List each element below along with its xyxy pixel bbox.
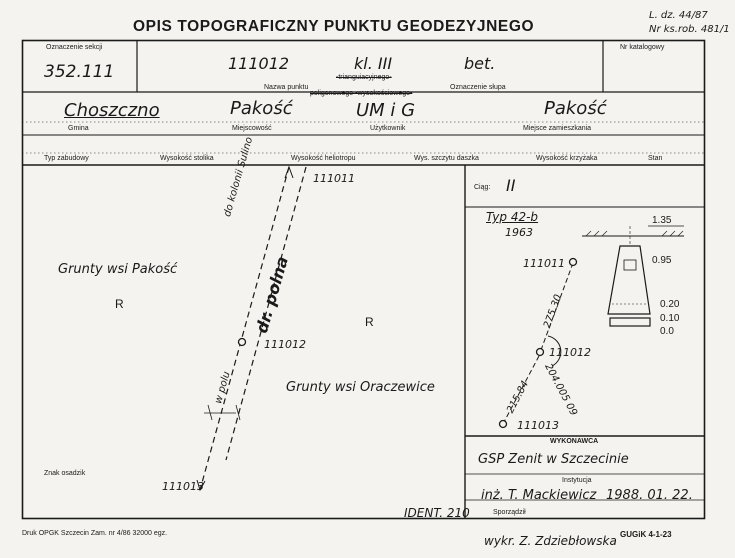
cross-height-label: Wysokość krzyżaka [536,155,598,162]
reference-line-1: L. dz. 44/87 [649,10,708,21]
document-title: OPIS TOPOGRAFICZNY PUNKTU GEODEZYJNEGO [133,18,535,35]
sketch-distance-1: 275.30 [542,293,565,330]
map-r-left: R [115,297,124,311]
monument-type: Typ 42-b [486,210,539,224]
owner-label: Użytkownik [370,125,406,132]
institution-value: GSP Zenit w Szczecinie [478,452,629,467]
monument-year: 1963 [505,226,533,239]
marker-type-label: Znak osadzik [44,470,86,477]
traverse-label: Ciąg: [474,184,491,191]
contractor-label: WYKONAWCA [550,438,599,445]
building-type-label: Typ zabudowy [44,155,89,162]
sketch-point-bot: 111013 [517,419,559,432]
map-point-bot: 111013 [162,480,204,493]
depth-total: 1.35 [652,215,672,226]
map-point-top: 111011 [313,172,355,185]
point-type-struck-2: poligonowego -wysokościowego- [310,90,413,97]
map-road-destination: do kolonii Sulino [222,135,256,219]
pillar-label: Oznaczenie słupa [450,84,506,91]
point-type-struck-1: -trianguiacyjnego- [336,74,392,81]
map-point-mid: 111012 [264,338,306,351]
roof-height-label: Wys. szczytu daszka [414,155,479,162]
sketch-angle: 204.005 09 [542,362,579,418]
institution-label: Instytucja [562,477,592,484]
point-name-label: Nazwa punktu [264,84,309,91]
municipality-value: Choszczno [64,100,160,121]
depth-2: 0.20 [660,299,680,310]
prepared-by-label: Sporządził [493,509,526,516]
municipality-label: Gmina [68,125,89,132]
map-area-right: Grunty wsi Oraczewice [286,380,435,395]
residence-value: Pakość [544,98,607,119]
sketch-point-mid: 111012 [549,346,591,359]
sketch-distance-2: 215.84 [505,379,532,416]
map-field-note: w polu [213,370,233,406]
section-label: Oznaczenie sekcji [46,44,103,51]
state-label: Stan [648,155,663,162]
prepared-date: 1988. 01. 22. [606,488,693,503]
depth-4: 0.0 [660,326,674,337]
catalog-label: Nr katalogowy [620,44,665,51]
form-code: GUGiK 4-1-23 [620,530,672,539]
locality-value: Pakość [230,98,293,119]
print-info: Druk OPGK Szczecin Zam. nr 4/86 32000 egz. [22,530,168,537]
map-road-name: dr. polna [252,254,292,336]
residence-label: Miejsce zamieszkania [523,125,592,132]
author-line: wykr. Z. Zdziebłowska [484,534,617,548]
traverse-value: II [506,176,516,195]
point-number: 111012 [228,54,290,73]
owner-value: UM i G [356,100,416,121]
pillar-value: bet. [464,54,496,73]
reference-line-2: Nr ks.rob. 481/1 [649,24,730,35]
depth-1: 0.95 [652,255,672,266]
sketch-point-top: 111011 [523,257,565,270]
heliotrope-height-label: Wysokość heliotropu [291,155,356,162]
ident-number: IDENT. 210 [404,506,470,520]
table-height-label: Wysokość stolika [160,155,214,162]
point-class: kl. III [354,54,393,73]
depth-3: 0.10 [660,313,680,324]
locality-label: Miejscowość [232,125,272,132]
section-value: 352.111 [44,62,115,82]
map-area-left: Grunty wsi Pakość [58,262,178,277]
map-r-right: R [365,315,374,329]
prepared-by-value: inż. T. Mackiewicz [481,488,597,503]
